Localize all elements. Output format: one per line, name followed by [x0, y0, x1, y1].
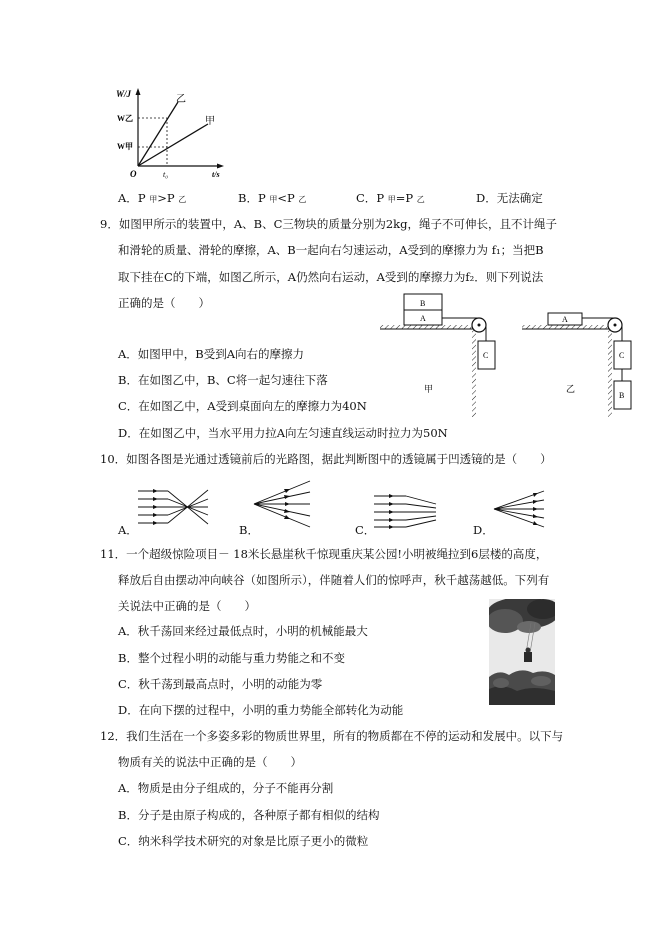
q9-option-c: C．在如图乙中，A受到桌面向左的摩擦力为40N: [118, 399, 367, 413]
light-path-c: [370, 492, 440, 530]
light-path-b: [250, 478, 314, 530]
swing-photo: [489, 599, 555, 705]
q10-line: 10．如图各图是光通过透镜前后的光路图，据此判断图中的透镜属于凹透镜的是（ ）: [100, 452, 552, 466]
block-b-yi: B: [619, 391, 625, 400]
q10-label-a: A．: [118, 523, 138, 537]
q11-option-c: C．秋千荡到最高点时，小明的动能为零: [118, 677, 323, 691]
t0-label: t₀: [163, 170, 169, 179]
work-time-graph: [108, 86, 228, 181]
w-jia-label: W甲: [117, 142, 133, 151]
origin-label: O: [130, 169, 137, 179]
q9-option-d: D．在如图乙中，当水平用力拉A向左匀速直线运动时拉力为50N: [118, 426, 448, 440]
light-path-d: [490, 488, 548, 530]
pulley-figure: [380, 288, 650, 423]
w-yi-label: W乙: [117, 114, 133, 123]
q12-option-a: A．物质是由分子组成的，分子不能再分割: [118, 781, 334, 795]
q11-line-3: 关说法中正确的是（ ）: [118, 599, 256, 613]
q9-line-4: 正确的是（ ）: [118, 296, 210, 310]
block-c-jia: C: [483, 351, 489, 360]
q9-line-3: 取下挂在C的下端，如图乙所示，A仍然向右运动，A受到的摩擦力为f₂．则下列说法: [118, 270, 544, 284]
block-b-jia: B: [420, 299, 426, 308]
q12-line-2: 物质有关的说法中正确的是（ ）: [118, 755, 302, 769]
q10-label-d: D．: [473, 523, 494, 537]
q10-label-c: C．: [355, 523, 376, 537]
q9-line-1: 9．如图甲所示的装置中，A、B、C三物块的质量分别为2kg，绳子不可伸长，且不计绳子: [100, 217, 558, 231]
q12-option-b: B．分子是由原子构成的，各种原子都有相似的结构: [118, 808, 380, 822]
q8-option-b: B．P 甲<P 乙: [238, 191, 307, 205]
q12-option-c: C．纳米科学技术研究的对象是比原子更小的微粒: [118, 834, 369, 848]
q12-line-1: 12．我们生活在一个多姿多彩的物质世界里，所有的物质都在不停的运动和发展中。以下与: [100, 729, 564, 743]
q9-option-b: B．在如图乙中，B、C将一起匀速往下落: [118, 373, 328, 387]
q9-option-a: A．如图甲中，B受到A向右的摩擦力: [118, 347, 305, 361]
figure-label-yi: 乙: [566, 384, 576, 394]
q10-label-b: B．: [239, 523, 259, 537]
q11-line-1: 11．一个超级惊险项目－ 18米长悬崖秋千惊现重庆某公园!小明被绳拉到6层楼的高度，: [100, 547, 548, 561]
q8-option-c: C．P 甲=P 乙: [356, 191, 425, 205]
q9-line-2: 和滑轮的质量、滑轮的摩擦，A、B一起向右匀速运动，A受到的摩擦力为 f₁；当把B: [118, 243, 544, 257]
block-c-yi: C: [619, 351, 625, 360]
q11-option-b: B．整个过程小明的动能与重力势能之和不变: [118, 651, 345, 665]
x-axis-label: t/s: [212, 170, 220, 179]
light-path-a: [134, 485, 214, 530]
block-a-yi: A: [562, 315, 568, 324]
q8-option-d: D．无法确定: [476, 191, 543, 205]
block-a-jia: A: [420, 314, 426, 323]
line-yi-label: 乙: [176, 94, 186, 105]
q8-option-a: A．P 甲>P 乙: [118, 191, 187, 205]
figure-label-jia: 甲: [424, 384, 434, 394]
q11-option-a: A．秋千荡回来经过最低点时，小明的机械能最大: [118, 624, 368, 638]
y-axis-label: W/J: [116, 89, 132, 99]
line-jia-label: 甲: [205, 116, 215, 127]
q11-line-2: 释放后自由摆动冲向峡谷（如图所示），伴随着人们的惊呼声，秋千越荡越低。下列有: [118, 573, 550, 587]
q11-option-d: D．在向下摆的过程中，小明的重力势能全部转化为动能: [118, 703, 404, 717]
